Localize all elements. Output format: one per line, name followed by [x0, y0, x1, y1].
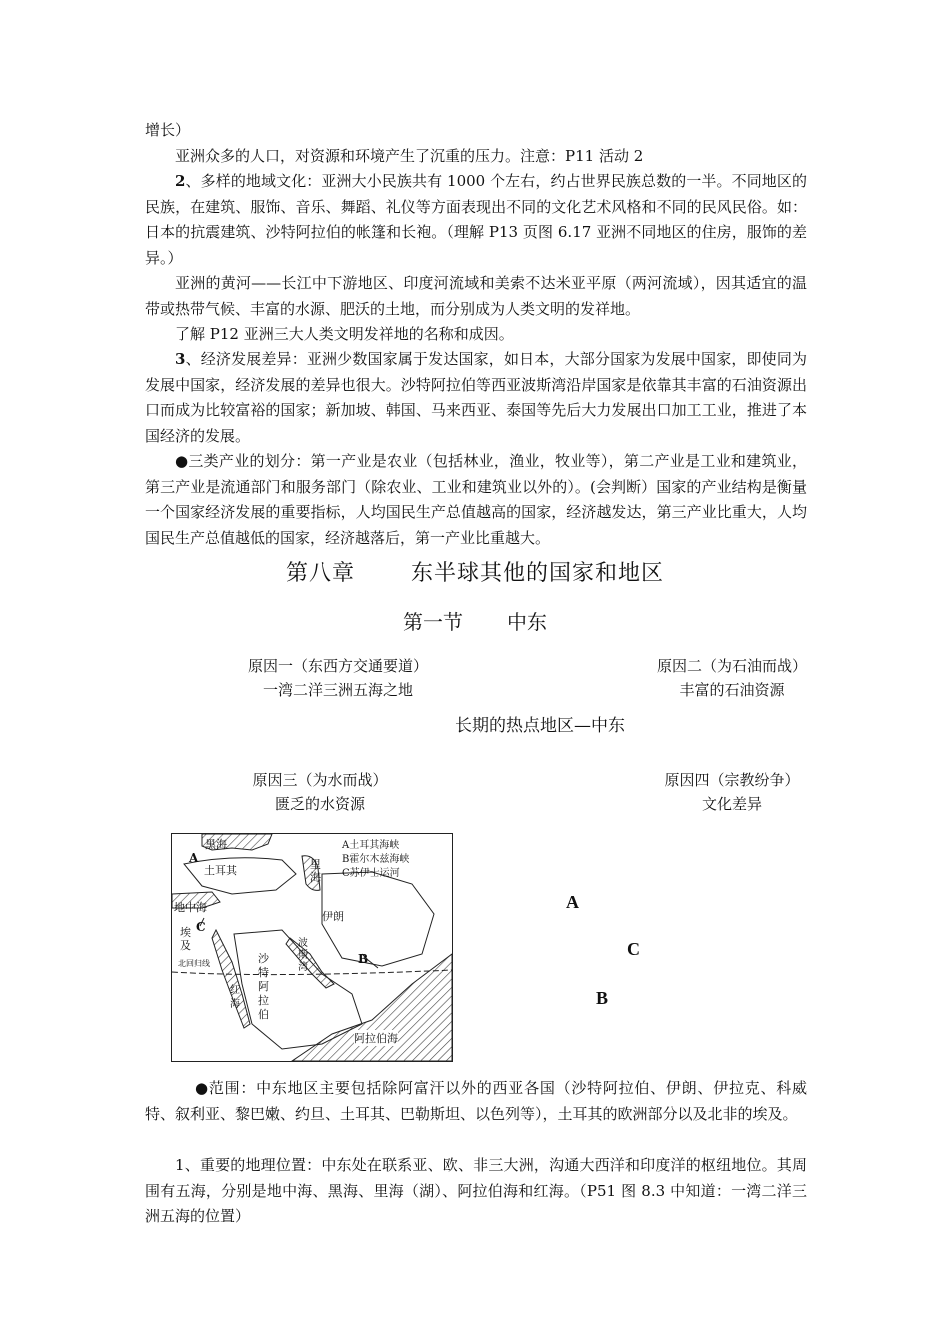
map-label: B [358, 952, 369, 966]
location-paragraph [145, 1153, 807, 1230]
map-label: 伊朗 [322, 910, 344, 923]
map-label: 北回归线 [178, 959, 210, 968]
chapter-number: 第八章 [285, 561, 355, 586]
map-label: 地中海 [174, 901, 207, 914]
text-paragraph [145, 322, 807, 348]
chapter-title: 东半球其他的国家和地区 [411, 561, 665, 586]
reason-desc: 匮乏的水资源 [274, 795, 365, 813]
map-label: 土耳其 [204, 864, 237, 877]
center-text: 长期的热点地区—中东 [455, 716, 625, 736]
text-paragraph [145, 271, 807, 322]
reason-title: 原因二（为石油而战） [656, 657, 807, 675]
map-label: 里海 [310, 858, 321, 884]
paragraph-text: 1、重要的地理位置：中东处在联系亚、欧、非三大洲，沟通大西洋和印度洋的枢纽地位。其周围有五海，分别是地中海、黑海、里海（湖）、阿拉伯海和红海。（P51 图 8.3 中知道：一湾二洋三洲五海的位置） [145, 1156, 807, 1225]
reason-title: 原因三（为水而战） [252, 771, 388, 789]
map-label: 红海 [230, 985, 240, 1010]
answer-letter-c: C [627, 939, 640, 959]
reason-desc: 一湾二洋三洲五海之地 [262, 681, 413, 699]
map-label: 黑海 [205, 838, 227, 851]
paragraph-text: 、经济发展差异：亚洲少数国家属于发达国家，如日本，大部分国家为发展中国家，即使同为发展中国家，经济发展的差异也很大。沙特阿拉伯等西亚波斯湾沿岸国家是依靠其丰富的石油资源出口而成为比较富裕的国家；新加坡、韩国、马来西亚、泰国等先后大力发展出口加工工业，推进了本国经济的发展。 [145, 350, 807, 445]
map-legend [342, 839, 409, 881]
map-label: A [189, 851, 199, 865]
text-paragraph [145, 347, 807, 449]
legend-item: B霍尔木兹海峡 [342, 854, 410, 865]
text-paragraph [145, 118, 807, 144]
section-title: 中东 [507, 610, 547, 634]
map-label: 埃及 [180, 926, 191, 952]
middle-east-map [171, 833, 453, 1062]
section-number: 第一节 [403, 610, 463, 634]
paragraph-text: 、多样的地域文化：亚洲大小民族共有 1000 个左右，约占世界民族总数的一半。不同地区的民族，在建筑、服饰、音乐、舞蹈、礼仪等方面表现出不同的文化艺术风格和不同的民风民俗。如：日本的抗震建筑、沙特阿拉伯的帐篷和长袍。（理解 P13 页图 6.17 亚洲不同地区的住房，服饰的差异。） [145, 172, 807, 267]
map-label: C [196, 920, 206, 934]
answer-letter-b: B [596, 988, 609, 1008]
red-sea-shape [212, 930, 250, 1028]
map-label: 沙特阿拉伯 [258, 952, 269, 1021]
reason-title: 原因一（东西方交通要道） [247, 657, 428, 675]
text-paragraph [145, 169, 807, 271]
hotspot-center-title [420, 714, 660, 738]
paragraph-text: 增长） [145, 121, 191, 139]
turkey-border [184, 858, 296, 894]
reason-desc: 文化差异 [701, 795, 762, 813]
section-heading [0, 606, 950, 635]
scope-paragraph [145, 1076, 807, 1127]
reason-one [222, 654, 454, 702]
reason-two [632, 654, 832, 702]
item-number: 3 [175, 350, 186, 368]
reason-three [230, 768, 410, 816]
item-number: 2 [175, 172, 186, 190]
reason-title: 原因四（宗教纷争） [664, 771, 800, 789]
legend-item: A土耳其海峡 [342, 840, 400, 851]
text-paragraph [145, 449, 807, 551]
reason-four [640, 768, 824, 816]
reason-desc: 丰富的石油资源 [679, 681, 785, 699]
chapter-heading [0, 556, 950, 587]
map-label: 波斯湾 [298, 938, 308, 973]
paragraph-text: 亚洲的黄河——长江中下游地区、印度河流域和美索不达米亚平原（两河流域），因其适宜的温带或热带气候、丰富的水源、肥沃的土地，而分别成为人类文明的发祥地。 [145, 274, 807, 318]
paragraph-text: ●三类产业的划分：第一产业是农业（包括林业，渔业，牧业等），第二产业是工业和建筑业，第三产业是流通部门和服务部门（除农业、工业和建筑业以外的）。(会判断）国家的产业结构是衡量一个国家经济发展的重要指标，人均国民生产总值越高的国家，经济越发达，第三产业比重大，人均国民生产总值越低的国家，经济越落后，第一产业比重越大。 [145, 452, 807, 547]
paragraph-text: 了解 P12 亚洲三大人类文明发祥地的名称和成因。 [175, 325, 514, 343]
paragraph-text: 亚洲众多的人口，对资源和环境产生了沉重的压力。注意：P11 活动 2 [175, 147, 644, 165]
paragraph-text: ●范围：中东地区主要包括除阿富汗以外的西亚各国（沙特阿拉伯、伊朗、伊拉克、科威特、叙利亚、黎巴嫩、约旦、土耳其、巴勒斯坦、以色列等），土耳其的欧洲部分以及北非的埃及。 [145, 1079, 807, 1123]
text-paragraph [145, 144, 807, 170]
map-label: 阿拉伯海 [354, 1032, 398, 1045]
answer-letter-a: A [566, 892, 579, 912]
legend-item: C苏伊士运河 [342, 868, 400, 879]
